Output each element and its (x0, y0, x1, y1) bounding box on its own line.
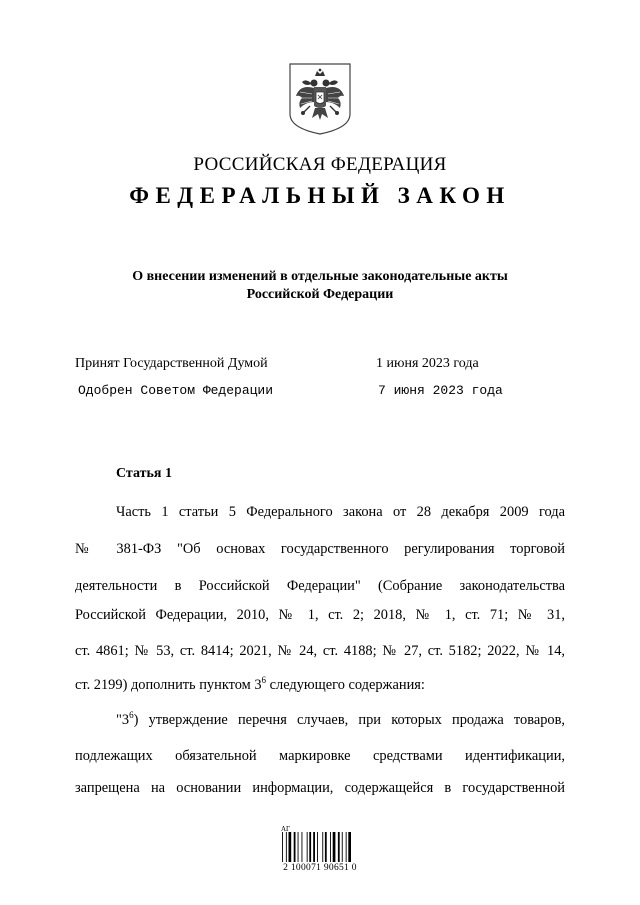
country-name: РОССИЙСКАЯ ФЕДЕРАЦИЯ (193, 154, 447, 175)
council-approval-date: 7 июня 2023 года (378, 383, 503, 398)
council-approval-label: Одобрен Советом Федерации (78, 383, 274, 398)
line-text (116, 712, 565, 728)
law-type-heading: ФЕДЕРАЛЬНЫЙ ЗАКОН (129, 183, 511, 208)
article-heading: Статья 1 (116, 466, 172, 481)
paragraph-line: № 381-ФЗ "Об основах государственного регулирования торговой (75, 541, 565, 557)
law-title-line: О внесении изменений в отдельные законодательные акты (132, 269, 508, 284)
superscript: 6 (261, 675, 267, 685)
law-title-line: Российской Федерации (246, 287, 394, 302)
coat-of-arms-icon (288, 62, 352, 136)
barcode-number: 2 100071 90651 0 (283, 863, 357, 873)
paragraph-line: ст. 4861; № 53, ст. 8414; 2021, № 24, ст. 4188; № 27, ст. 5182; 2022, № 14, (75, 643, 565, 659)
paragraph-line: подлежащих обязательной маркировке средствами идентификации, (75, 748, 565, 764)
paragraph-line: запрещена на основании информации, содержащейся в государственной (75, 780, 565, 796)
line-text: следующего содержания: (266, 677, 425, 693)
paragraph-line (116, 712, 565, 729)
paragraph-line: деятельности в Российской Федерации" (Собрание законодательства (75, 578, 565, 594)
duma-adoption-label: Принят Государственной Думой (75, 356, 268, 371)
superscript: 6 (129, 710, 134, 720)
line-text: "3 (116, 712, 130, 728)
line-text: ) утверждение перечня случаев, при которых продажа товаров, (133, 712, 565, 728)
paragraph-line (75, 677, 565, 694)
law-title (80, 268, 560, 304)
line-text: ст. 2199) дополнить пунктом 3 (75, 677, 262, 693)
duma-adoption-date: 1 июня 2023 года (376, 356, 479, 371)
barcode-stamp: АГ (281, 825, 291, 833)
paragraph-line: Часть 1 статьи 5 Федерального закона от 28 декабря 2009 года (116, 504, 565, 520)
paragraph-line: Российской Федерации, 2010, № 1, ст. 2; 2018, № 1, ст. 71; № 31, (75, 607, 565, 623)
